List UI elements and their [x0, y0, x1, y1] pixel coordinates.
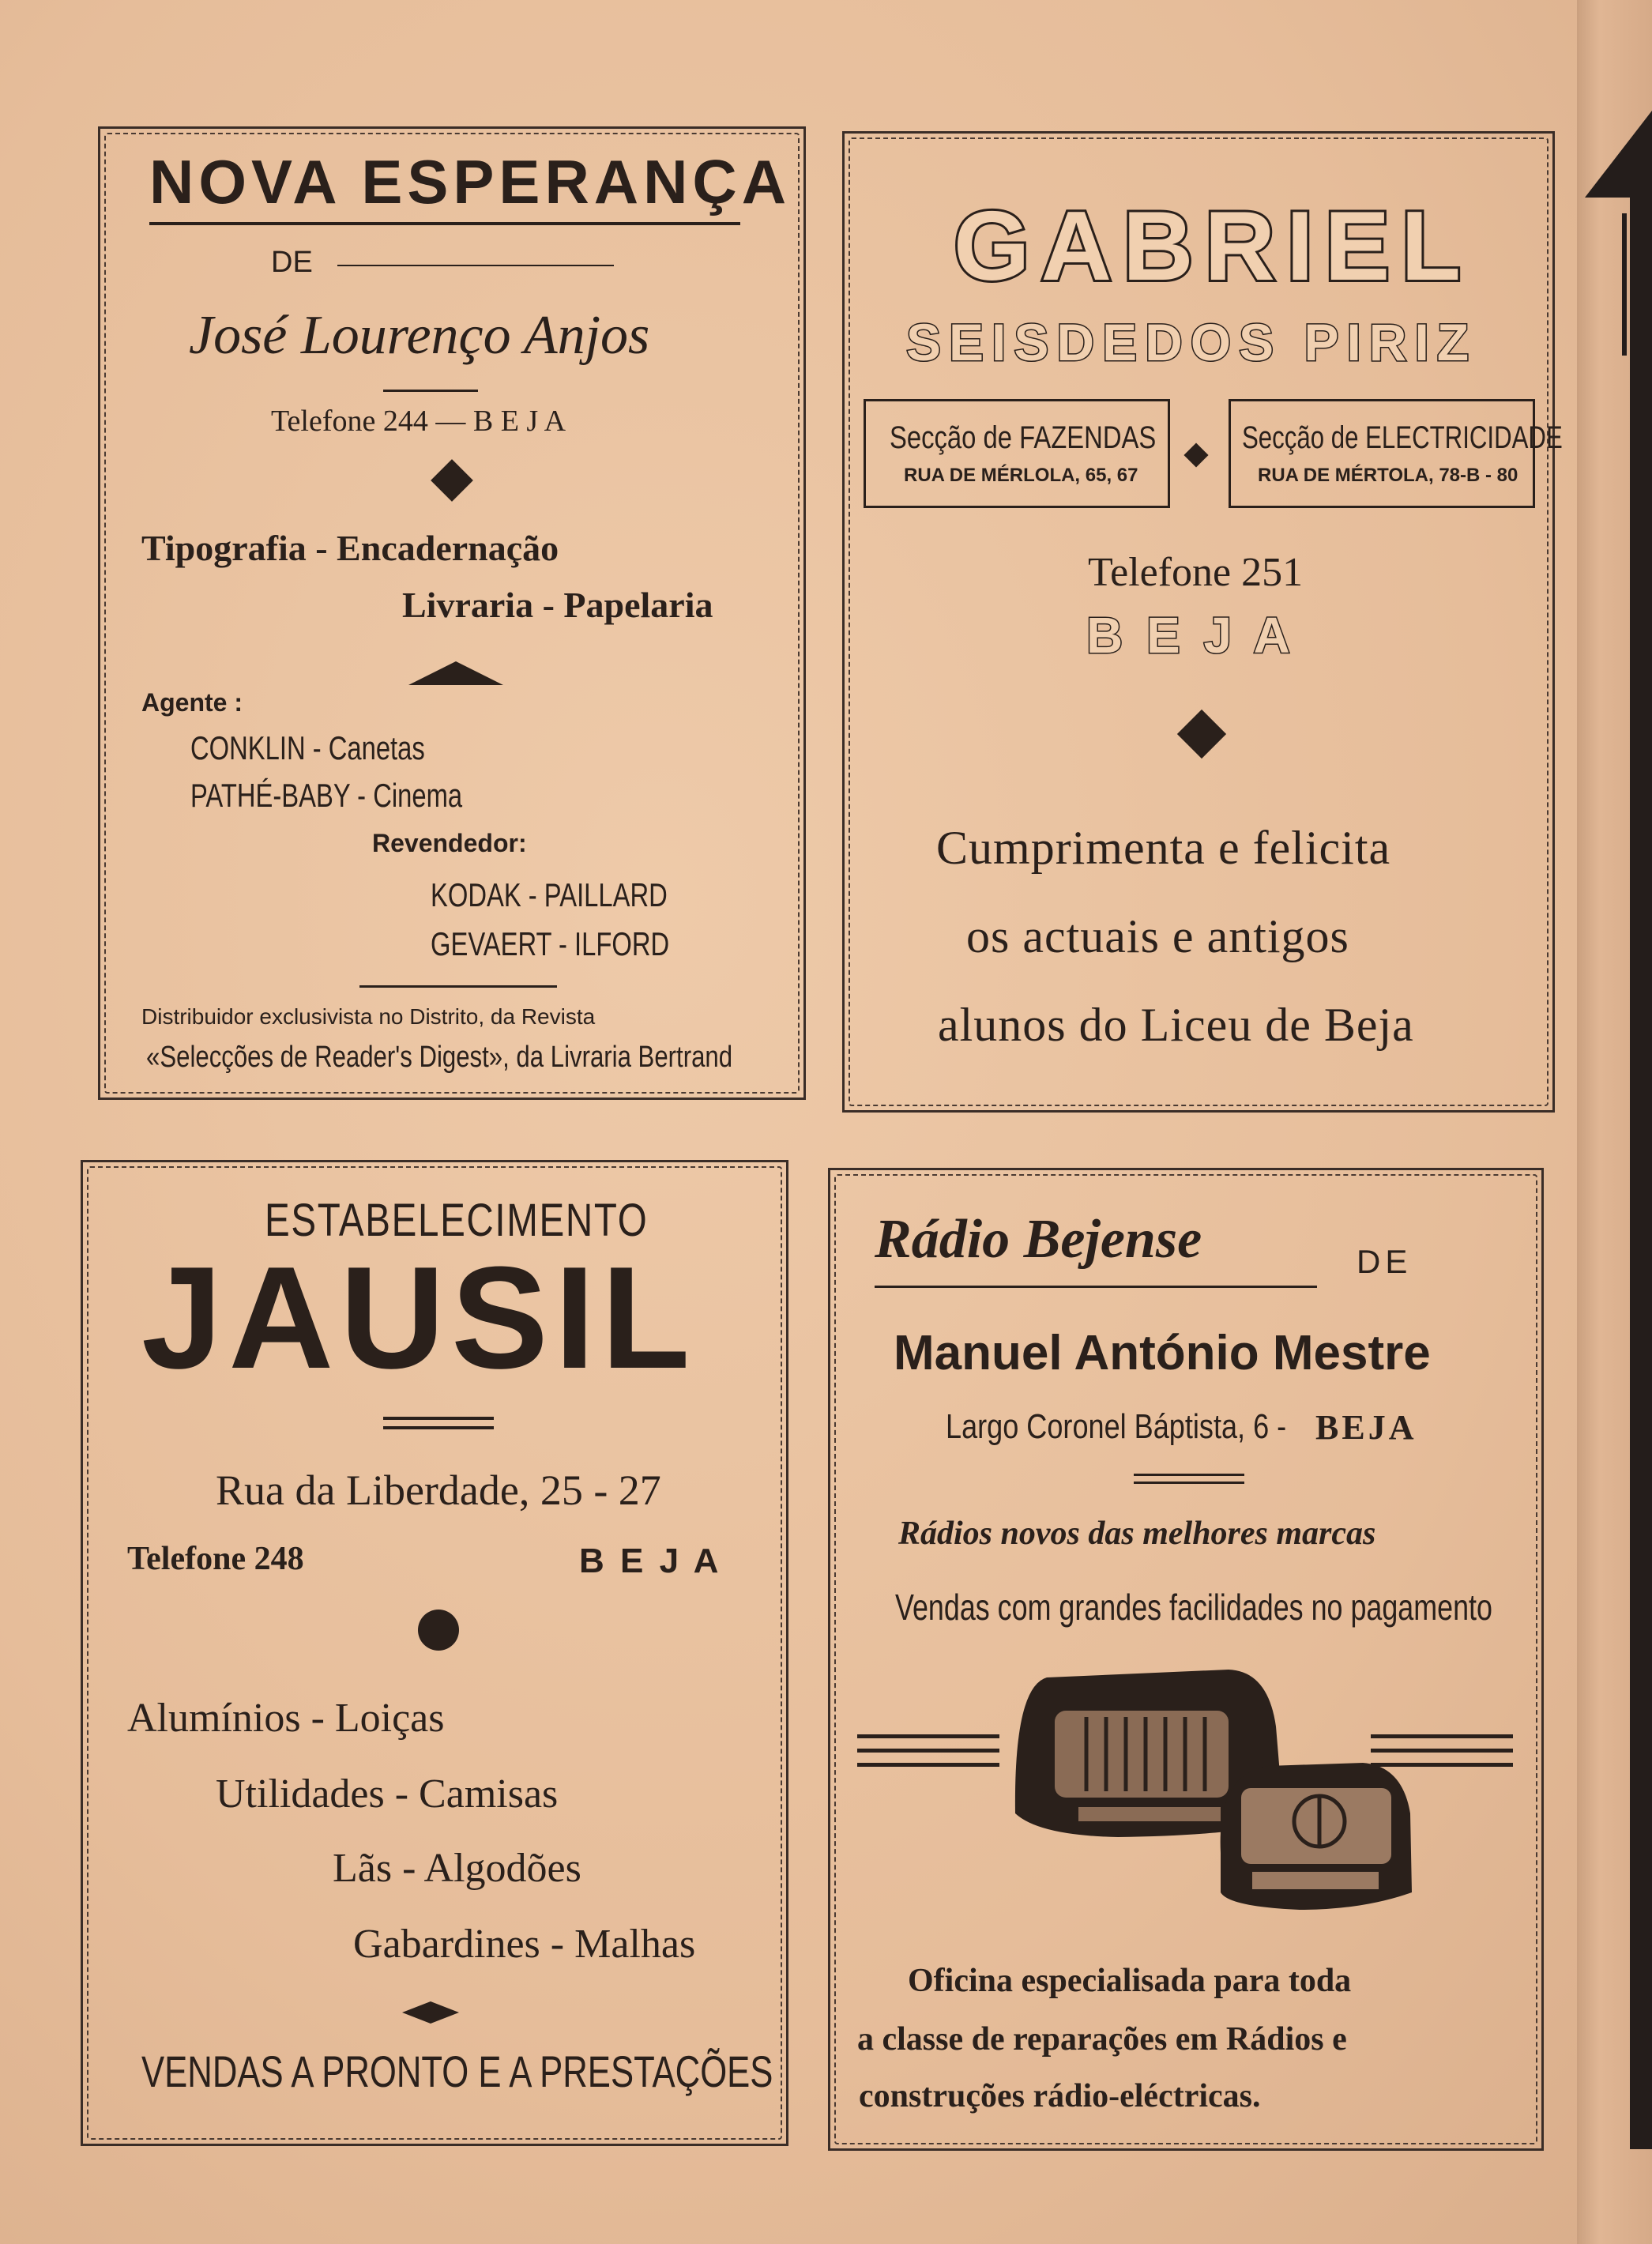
ad3-rule-top	[383, 1417, 494, 1420]
ad1-title: NOVA ESPERANÇA	[149, 147, 792, 216]
ad2-diamond	[1177, 710, 1226, 759]
ad1-distributor-line2: «Selecções de Reader's Digest», da Livraria Bertrand	[146, 1041, 733, 1074]
ad4-rule1	[1134, 1474, 1244, 1476]
ad3-bullet	[418, 1610, 459, 1651]
ad3-name: JAUSIL	[141, 1236, 697, 1399]
ad4-de: DE	[1357, 1243, 1413, 1280]
ad4-workshop-line2: a classe de reparações em Rádios e	[857, 2021, 1347, 2058]
ad1-agent-item1: CONKLIN - Canetas	[190, 729, 425, 766]
ad1-distributor-line1: Distribuidor exclusivista no Distrito, da Revista	[141, 1004, 596, 1029]
ad2-section1-box	[864, 399, 1170, 508]
ad1-reseller-label: Revendedor:	[372, 829, 527, 857]
ad1-reseller-item1: KODAK - PAILLARD	[431, 876, 668, 913]
ad2-subtitle: SEISDEDOS PIRIZ	[906, 313, 1477, 371]
ad4-title-rule	[875, 1286, 1317, 1288]
ad4-workshop-line1: Oficina especialisada para toda	[908, 1963, 1352, 1999]
spine-bar	[1630, 198, 1652, 2149]
ad2-title: GABRIEL	[954, 192, 1472, 301]
ad2-section2-box	[1229, 399, 1563, 508]
ad2-section-diamond	[1183, 442, 1208, 467]
speed-lines-left	[857, 1734, 999, 1767]
ad3-phone: Telefone 248	[127, 1541, 304, 1577]
ad3-address: Rua da Liberdade, 25 - 27	[216, 1467, 661, 1514]
ad1-owner-rule	[383, 390, 478, 392]
ad3-rule-bottom	[383, 1426, 494, 1429]
ad1-phone: Telefone 244 — B E J A	[271, 405, 566, 438]
ad2-section2-title: Secção de ELECTRICIDADE	[1242, 420, 1563, 455]
ad1-services-line1: Tipografia - Encadernação	[141, 528, 559, 568]
ad4-address-prefix: Largo Coronel Báptista, 6 -	[946, 1407, 1287, 1446]
ad2-section1-title: Secção de FAZENDAS	[890, 420, 1157, 455]
ad-nova-esperanca	[98, 126, 806, 1100]
ad3-goods-line1: Alumínios - Loiças	[127, 1696, 445, 1741]
ad2-city: B E J A	[1086, 607, 1295, 664]
speed-lines-right	[1371, 1734, 1513, 1767]
ad3-arrow-ornament	[402, 2001, 459, 2024]
ad4-sales: Vendas com grandes facilidades no pagamento	[895, 1587, 1492, 1628]
ad-jausil	[81, 1160, 788, 2146]
page-spine	[1577, 0, 1652, 2244]
ad2-message-line1: Cumprimenta e felicita	[936, 822, 1391, 874]
ad3-goods-line4: Gabardines - Malhas	[353, 1922, 696, 1967]
ad1-owner: José Lourenço Anjos	[189, 305, 650, 366]
ad2-section2-address: RUA DE MÉRTOLA, 78-B - 80	[1258, 465, 1518, 486]
ad3-goods-line2: Utilidades - Camisas	[216, 1771, 559, 1817]
ad1-agent-label: Agente :	[141, 688, 243, 717]
ad4-workshop-line3: construções rádio-eléctricas.	[859, 2078, 1261, 2114]
ad4-address-city: BEJA	[1315, 1408, 1417, 1447]
ad1-reseller-item2: GEVAERT - ILFORD	[431, 925, 670, 962]
ad3-label: ESTABELECIMENTO	[265, 1195, 649, 1246]
ad4-owner: Manuel António Mestre	[894, 1326, 1431, 1380]
ad2-phone: Telefone 251	[1088, 550, 1304, 595]
ad1-triangle-ornament	[408, 660, 503, 687]
ad2-message-line2: os actuais e antigos	[966, 910, 1349, 962]
ad1-de-rule	[337, 265, 614, 266]
ad3-sales: VENDAS A PRONTO E A PRESTAÇÕES	[141, 2046, 773, 2096]
ad4-title: Rádio Bejense	[875, 1209, 1202, 1270]
ad3-city: B E J A	[579, 1542, 722, 1580]
ad1-services-line2: Livraria - Papelaria	[402, 585, 713, 625]
ad2-section1-address: RUA DE MÉRLOLA, 65, 67	[904, 465, 1138, 486]
ad1-title-rule	[149, 222, 740, 225]
spine-triangle	[1585, 111, 1652, 198]
ad4-rule2	[1134, 1482, 1244, 1484]
ad4-tagline: Rádios novos das melhores marcas	[898, 1515, 1376, 1552]
ad1-de: DE	[271, 246, 313, 279]
ad3-goods-line3: Lãs - Algodões	[333, 1846, 581, 1891]
spine-tick	[1622, 213, 1627, 356]
ad-gabriel	[842, 131, 1563, 1113]
small-radio-icon	[1221, 1763, 1412, 1910]
ad2-message-line3: alunos do Liceu de Beja	[938, 999, 1414, 1051]
radio-illustration	[857, 1655, 1513, 1948]
ad1-diamond	[431, 459, 473, 502]
ad1-agent-item2: PATHÉ-BABY - Cinema	[190, 777, 463, 814]
ad-radio-bejense	[828, 1168, 1544, 2151]
ad1-bottom-rule	[359, 985, 557, 988]
